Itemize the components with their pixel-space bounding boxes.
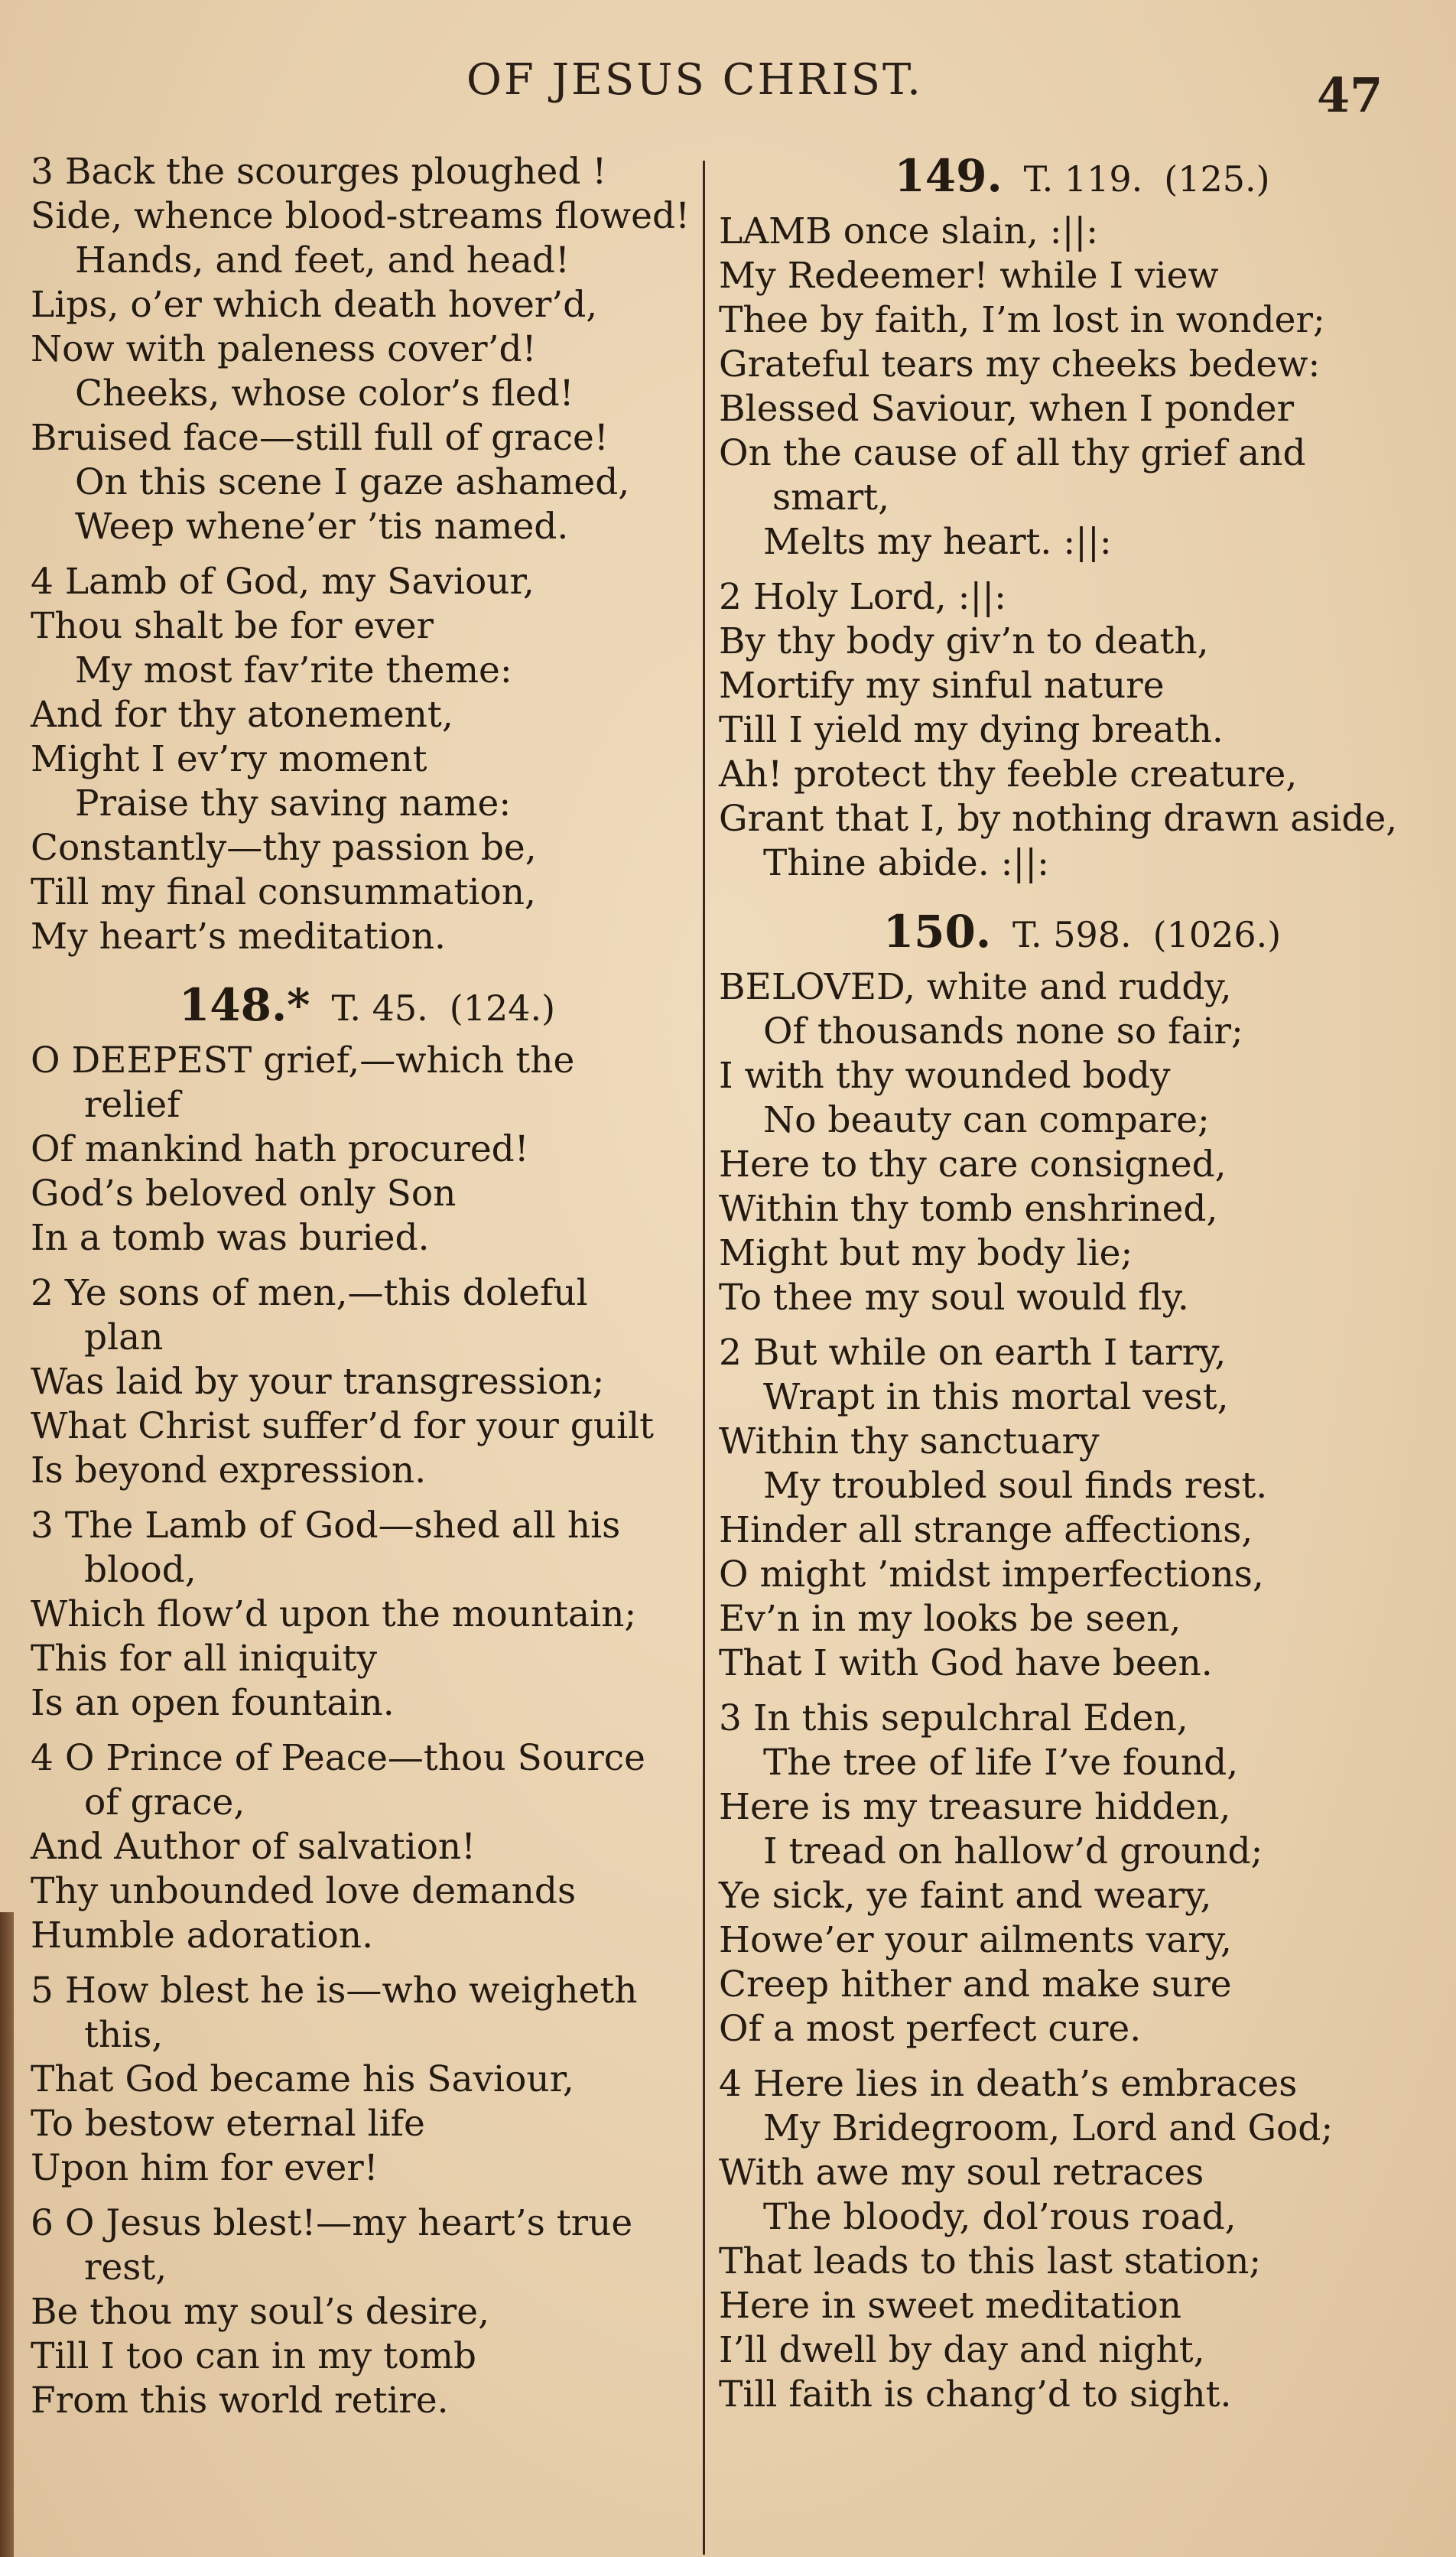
verse-line: Mortify my sinful nature	[719, 665, 1165, 707]
verse-line: God’s beloved only Son	[31, 1173, 457, 1215]
verse-line: Upon him for ever!	[31, 2147, 379, 2189]
hymn-number: 148.*	[178, 979, 310, 1031]
verse-line: That I with God have been.	[719, 1642, 1213, 1684]
verse-line: My Bridegroom, Lord and God;	[763, 2107, 1334, 2149]
verse-line: Be thou my soul’s desire,	[31, 2291, 490, 2333]
verse-line: And for thy atonement,	[31, 694, 453, 736]
verse-line: Of thousands none so fair;	[763, 1010, 1243, 1052]
verse-line: Bruised face—still full of grace!	[31, 417, 609, 459]
verse-line: 3 In this sepulchral Eden,	[719, 1697, 1188, 1739]
verse-line: Till faith is chang’d to sight.	[719, 2373, 1232, 2415]
verse-line: My troubled soul finds rest.	[763, 1465, 1268, 1507]
verse-break	[31, 1958, 704, 1969]
verse-line: From this world retire.	[31, 2380, 449, 2422]
verse-line: Grant that I, by nothing drawn aside,	[719, 798, 1398, 840]
verse-line: Creep hither and make sure	[719, 1963, 1232, 2006]
verse-line: On this scene I gaze ashamed,	[75, 461, 630, 503]
verse-line: 2 But while on earth I tarry,	[719, 1332, 1227, 1374]
verse-break	[719, 2051, 1445, 2062]
verse-line: Might but my body lie;	[719, 1232, 1133, 1274]
page-edge-shadow	[0, 1912, 14, 2557]
verse-line: 5 How blest he is—who weigheth	[31, 1970, 638, 2012]
verse-line: Cheeks, whose color’s fled!	[75, 372, 574, 415]
verse-line: No beauty can compare;	[763, 1099, 1210, 1141]
page-number: 47	[1317, 67, 1383, 123]
hymn-reference: (125.)	[1164, 158, 1270, 200]
verse-line: O might ’midst imperfections,	[719, 1553, 1264, 1596]
verse-line: Weep whene’er ’tis named.	[75, 506, 569, 548]
verse-line: To thee my soul would fly.	[719, 1277, 1189, 1319]
verse-line: Howe’er your ailments vary,	[719, 1919, 1232, 1961]
verse-line: Hinder all strange affections,	[719, 1509, 1253, 1551]
verse-line: Is an open fountain.	[31, 1682, 395, 1724]
verse-break	[31, 2191, 704, 2201]
hymn-148-heading	[31, 979, 704, 1031]
verse-break	[719, 1686, 1445, 1697]
hymn-reference: (1026.)	[1152, 914, 1282, 955]
verse-line: I with thy wounded body	[719, 1055, 1171, 1097]
verse-line: Blessed Saviour, when I ponder	[719, 388, 1295, 430]
verse-line: Side, whence blood-streams flowed!	[31, 195, 690, 237]
hymn-147-continuation	[31, 150, 704, 959]
verse-line: Which flow’d upon the mountain;	[31, 1593, 637, 1635]
verse-break	[31, 1726, 704, 1736]
verse-line: Here in sweet meditation	[719, 2285, 1181, 2327]
hymn-tune: T. 45.	[331, 987, 428, 1029]
verse-line: 4 Lamb of God, my Saviour,	[31, 561, 535, 603]
verse-line: Here is my treasure hidden,	[719, 1786, 1231, 1828]
verse-line: That God became his Saviour,	[31, 2058, 574, 2100]
verse-line: What Christ suffer’d for your guilt	[31, 1405, 655, 1447]
verse-break	[31, 549, 704, 560]
verse-line: plan	[84, 1316, 164, 1358]
hymn-148-text	[31, 1039, 704, 2423]
verse-line: 3 The Lamb of God—shed all his	[31, 1505, 621, 1547]
verse-line: Was laid by your transgression;	[31, 1361, 605, 1403]
hymn-number: 149.	[894, 150, 1003, 202]
verse-line: O DEEPEST grief,—which the	[31, 1039, 575, 1082]
verse-line: of grace,	[84, 1781, 245, 1823]
verse-line: Till my final consummation,	[31, 871, 536, 913]
verse-line: Might I ev’ry moment	[31, 738, 427, 780]
verse-line: Within thy sanctuary	[719, 1420, 1100, 1462]
verse-line: 3 Back the scourges ploughed !	[31, 151, 607, 193]
verse-line: I’ll dwell by day and night,	[719, 2329, 1205, 2371]
hymn-reference: (124.)	[449, 987, 556, 1029]
verse-line: this,	[84, 2014, 164, 2056]
verse-line: My heart’s meditation.	[31, 916, 446, 958]
verse-line: 4 Here lies in death’s embraces	[719, 2063, 1298, 2105]
verse-line: 6 O Jesus blest!—my heart’s true	[31, 2202, 633, 2244]
left-column	[31, 150, 704, 2423]
verse-line: Of mankind hath procured!	[31, 1128, 529, 1170]
verse-line: Praise thy saving name:	[75, 782, 512, 825]
verse-line: On the cause of all thy grief and	[719, 432, 1306, 474]
verse-line: Ye sick, ye faint and weary,	[719, 1875, 1212, 1917]
right-column	[719, 150, 1445, 2417]
verse-break	[719, 564, 1445, 575]
verse-break	[31, 1261, 704, 1271]
verse-line: Is beyond expression.	[31, 1449, 427, 1492]
verse-line: Thee by faith, I’m lost in wonder;	[719, 299, 1325, 341]
verse-line: BELOVED, white and ruddy,	[719, 966, 1232, 1008]
verse-line: Now with paleness cover’d!	[31, 328, 537, 370]
hymn-149-heading	[719, 150, 1445, 202]
verse-line: Thou shalt be for ever	[31, 605, 434, 647]
verse-line: That leads to this last station;	[719, 2240, 1262, 2282]
verse-line: Constantly—thy passion be,	[31, 827, 537, 869]
verse-line: 4 O Prince of Peace—thou Source	[31, 1737, 645, 1779]
verse-line: Hands, and feet, and head!	[75, 239, 570, 281]
verse-line: LAMB once slain, :||:	[719, 210, 1099, 252]
verse-line: 2 Holy Lord, :||:	[719, 576, 1006, 618]
hymn-149-text	[719, 210, 1445, 886]
running-head: OF JESUS CHRIST.	[466, 55, 923, 105]
verse-line: Of a most perfect cure.	[719, 2008, 1142, 2050]
verse-line: And Author of salvation!	[31, 1826, 476, 1868]
verse-break	[719, 1320, 1445, 1331]
verse-line: Thy unbounded love demands	[31, 1870, 577, 1912]
verse-line: Ev’n in my looks be seen,	[719, 1598, 1181, 1640]
verse-line: Ah! protect thy feeble creature,	[719, 753, 1298, 795]
verse-line: Till I yield my dying breath.	[719, 709, 1224, 751]
verse-line: My Redeemer! while I view	[719, 255, 1219, 297]
verse-line: 2 Ye sons of men,—this doleful	[31, 1272, 588, 1314]
verse-line: Lips, o’er which death hover’d,	[31, 284, 598, 326]
verse-line: Within thy tomb enshrined,	[719, 1188, 1218, 1230]
verse-line: With awe my soul retraces	[719, 2152, 1204, 2194]
verse-line: rest,	[84, 2246, 167, 2289]
verse-line: Thine abide. :||:	[763, 842, 1049, 884]
verse-line: Grateful tears my cheeks bedew:	[719, 343, 1321, 386]
verse-line: The bloody, dol’rous road,	[763, 2196, 1237, 2238]
verse-line: I tread on hallow’d ground;	[763, 1830, 1263, 1872]
verse-line: smart,	[772, 477, 890, 519]
verse-line: relief	[84, 1084, 180, 1126]
verse-line: This for all iniquity	[31, 1638, 377, 1680]
hymn-number: 150.	[882, 906, 992, 958]
verse-line: My most fav’rite theme:	[75, 649, 512, 691]
hymn-tune: T. 598.	[1012, 914, 1132, 955]
verse-line: In a tomb was buried.	[31, 1217, 430, 1259]
verse-line: By thy body giv’n to death,	[719, 620, 1209, 662]
hymn-150-text	[719, 965, 1445, 2417]
verse-line: Melts my heart. :||:	[763, 521, 1112, 563]
verse-line: Humble adoration.	[31, 1914, 374, 1957]
verse-line: Here to thy care consigned,	[719, 1143, 1227, 1186]
verse-line: The tree of life I’ve found,	[763, 1742, 1239, 1784]
verse-line: blood,	[84, 1549, 197, 1591]
verse-break	[31, 1493, 704, 1504]
verse-line: Wrapt in this mortal vest,	[763, 1376, 1229, 1418]
verse-line: To bestow eternal life	[31, 2103, 425, 2145]
verse-line: Till I too can in my tomb	[31, 2335, 477, 2377]
hymn-tune: T. 119.	[1023, 158, 1143, 200]
hymn-150-heading	[719, 906, 1445, 958]
